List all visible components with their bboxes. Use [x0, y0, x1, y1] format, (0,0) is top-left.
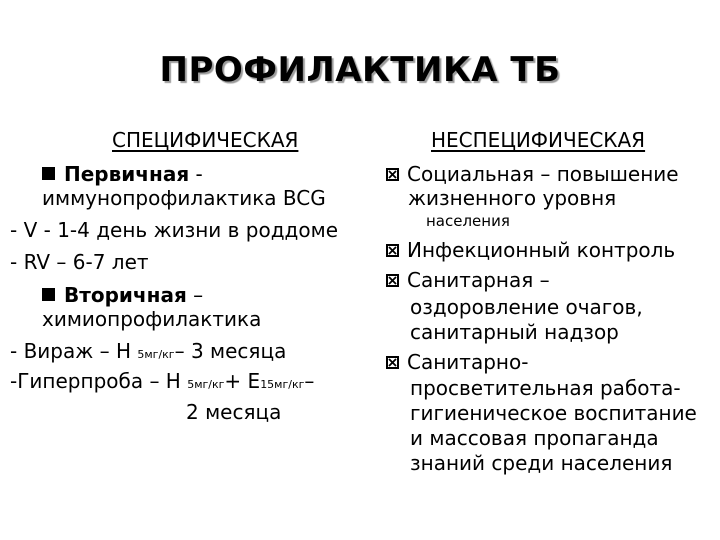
page-title: ПРОФИЛАКТИКА ТБ — [159, 50, 561, 90]
sanitary-education-continuation-3: и массовая пропаганда — [410, 426, 659, 450]
secondary-continuation: химиопрофилактика — [42, 307, 262, 331]
item-sanitary-education — [386, 350, 528, 374]
secondary-dash: – — [186, 283, 204, 307]
sanitary-education-continuation-2: гигиеническое воспитание — [410, 401, 697, 425]
infection-control-text: Инфекционный контроль — [407, 238, 676, 262]
v-line: - V - 1-4 день жизни в роддоме — [10, 218, 339, 242]
secondary-item — [42, 283, 203, 307]
sanitary-education-continuation-4: знаний среди населения — [410, 451, 673, 475]
hyper-dash: – — [304, 369, 315, 393]
viraj-duration: – 3 месяца — [174, 339, 287, 363]
hyper-line — [10, 369, 314, 397]
checkbox-x-icon — [386, 244, 399, 257]
primary-item — [42, 162, 203, 186]
sanitary-text: Санитарная – — [407, 268, 550, 292]
item-social — [386, 162, 679, 186]
square-bullet-icon — [42, 288, 55, 301]
viraj-line — [10, 339, 286, 367]
specific-heading: СПЕЦИФИЧЕСКАЯ — [112, 128, 299, 152]
hyper-continuation: 2 месяца — [186, 400, 282, 424]
secondary-label: Вторичная — [64, 283, 187, 307]
checkbox-x-icon — [386, 168, 399, 181]
social-continuation-2: населения — [426, 212, 510, 230]
hyper-dose-e: 15мг/кг — [260, 378, 305, 391]
item-sanitary — [386, 268, 550, 292]
nonspecific-heading: НЕСПЕЦИФИЧЕСКАЯ — [431, 128, 646, 152]
hyper-text: -Гиперпроба – Н — [10, 369, 188, 393]
viraj-text: - Вираж – Н — [10, 339, 138, 363]
social-continuation: жизненного уровня — [408, 186, 617, 210]
sanitary-continuation-2: санитарный надзор — [410, 320, 619, 344]
sanitary-continuation: оздоровление очагов, — [410, 295, 643, 319]
rv-line: - RV – 6-7 лет — [10, 250, 149, 274]
primary-dash: - — [189, 162, 203, 186]
social-text: Социальная – повышение — [407, 162, 679, 186]
primary-continuation: иммунопрофилактика BCG — [42, 186, 326, 210]
viraj-dose: 5мг/кг — [137, 348, 175, 361]
sanitary-education-continuation: просветительная работа- — [410, 376, 681, 400]
checkbox-x-icon — [386, 356, 399, 369]
primary-label: Первичная — [64, 162, 190, 186]
hyper-dose-h: 5мг/кг — [187, 378, 225, 391]
checkbox-x-icon — [386, 274, 399, 287]
hyper-plus-e: + Е — [224, 369, 261, 393]
item-infection-control — [386, 238, 675, 262]
square-bullet-icon — [42, 167, 55, 180]
sanitary-education-text: Санитарно- — [407, 350, 529, 374]
